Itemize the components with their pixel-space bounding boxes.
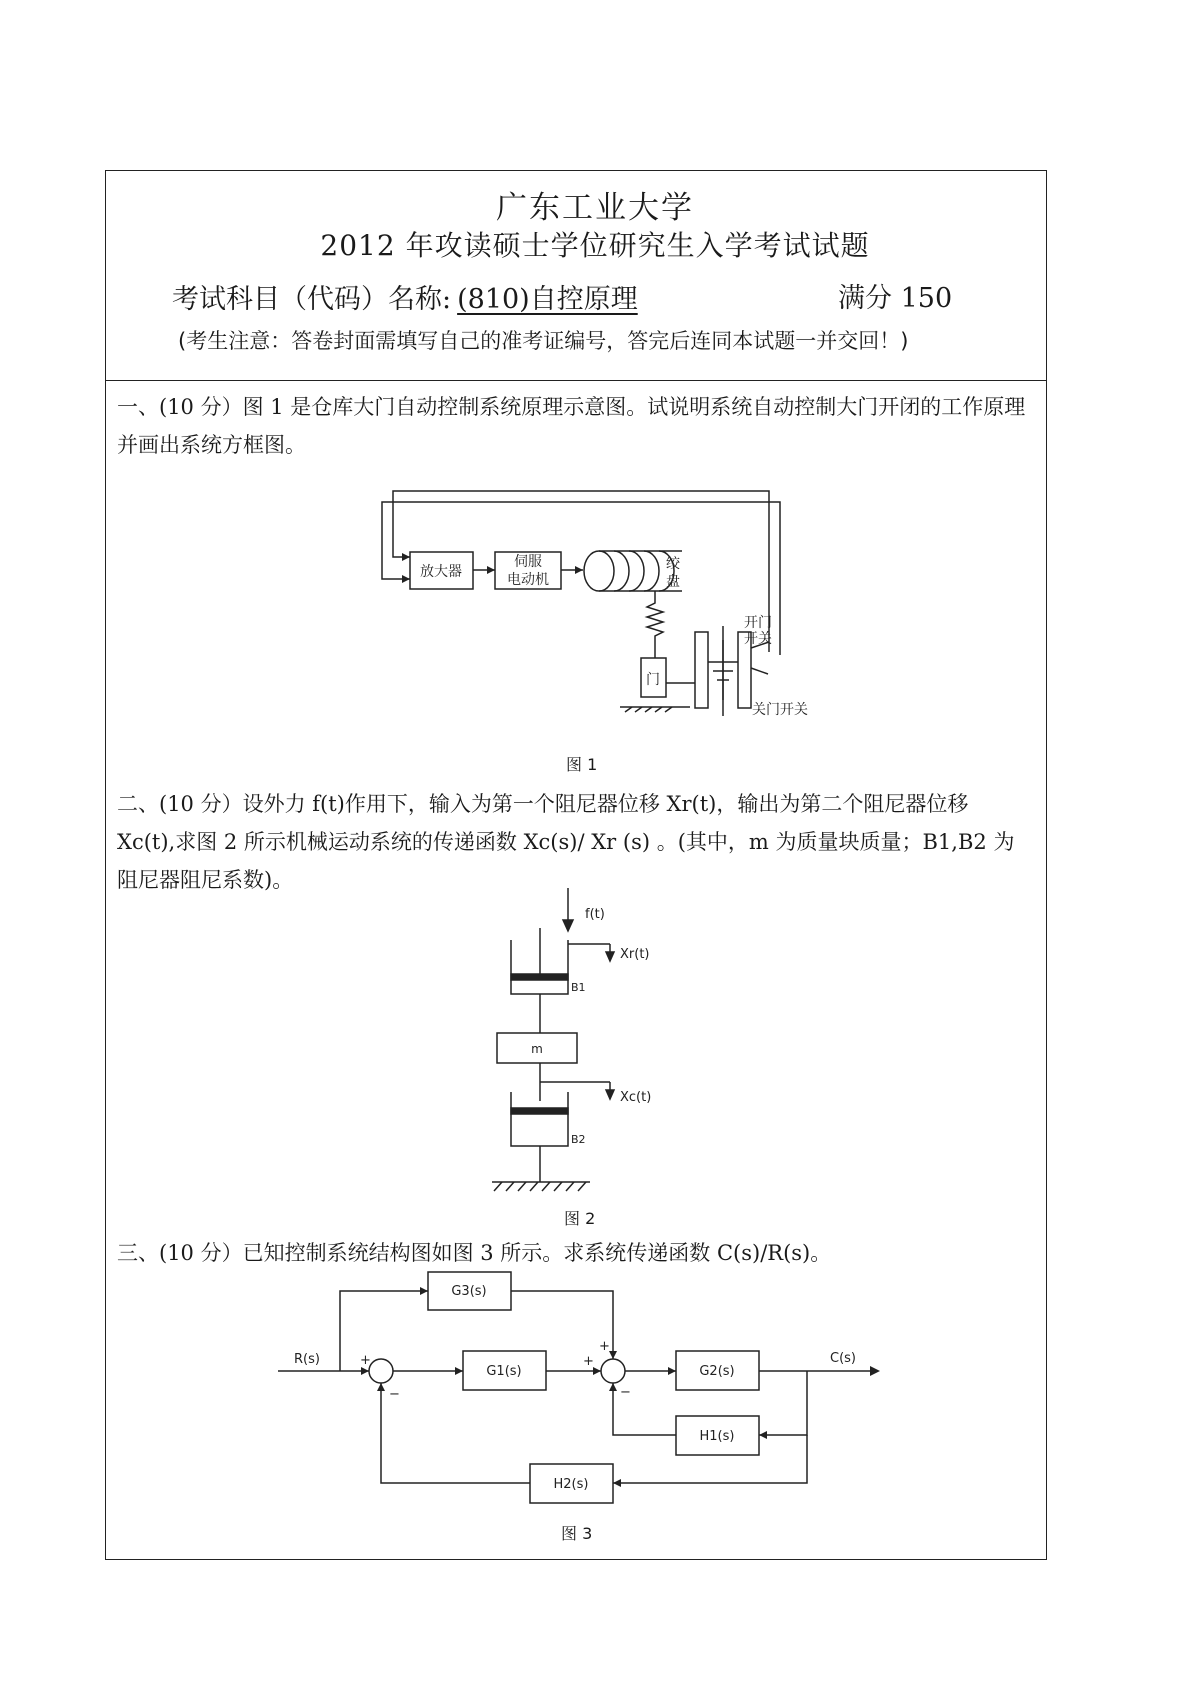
question-2: 二、(10 分）设外力 f(t)作用下，输入为第一个阻尼器位移 Xr(t)，输出为第二个阻尼器位移 Xc(t),求图 2 所示机械运动系统的传递函数 Xc(s)/ Xr (s) 。(其中，m 为质量块质量；B1,B2 为阻尼器阻尼系数)。 — [117, 792, 1015, 892]
force-label: f(t) — [585, 907, 605, 922]
servo-label-1: 伺服 — [514, 554, 542, 570]
figure-1-caption: 图 1 — [566, 755, 598, 774]
candidate-notice: (考生注意：答卷封面需填写自己的准考证编号，答完后连同本试题一并交回！) — [178, 329, 909, 353]
figure-2-caption: 图 2 — [564, 1209, 596, 1228]
sum2-plus-left: + — [583, 1354, 594, 1369]
open-switch-label-2: 开关 — [744, 631, 772, 647]
drum-label-1: 绞 — [666, 556, 680, 572]
summing-junction-2 — [601, 1359, 625, 1383]
summing-junction-1 — [369, 1359, 393, 1383]
mass-label: m — [531, 1042, 543, 1056]
g3-label: G3(s) — [451, 1284, 487, 1299]
question-3: 三、(10 分）已知控制系统结构图如图 3 所示。求系统传递函数 C(s)/R(s)。 — [117, 1241, 832, 1265]
door-label: 门 — [646, 672, 660, 688]
g2-label: G2(s) — [699, 1364, 735, 1379]
figure-3-caption: 图 3 — [561, 1524, 593, 1543]
b2-label: B2 — [571, 1133, 586, 1146]
sum1-plus: + — [360, 1353, 371, 1368]
close-switch-label: 关门开关 — [752, 702, 808, 718]
b1-label: B1 — [571, 981, 586, 994]
exam-title: 2012 年攻读硕士学位研究生入学考试试题 — [320, 229, 870, 262]
university-title: 广东工业大学 — [496, 190, 694, 226]
figure-1-diagram — [382, 491, 780, 716]
sum2-minus: − — [620, 1385, 631, 1400]
h1-label: H1(s) — [699, 1429, 735, 1444]
open-switch-label-1: 开门 — [744, 615, 772, 631]
spring — [647, 591, 663, 658]
damper-b1 — [511, 928, 568, 1033]
amplifier-label: 放大器 — [420, 564, 462, 580]
damper-b2 — [511, 1092, 568, 1182]
figure-3-diagram — [278, 1272, 872, 1503]
c-label: C(s) — [830, 1351, 856, 1366]
xr-label: Xr(t) — [620, 947, 650, 962]
sum2-plus-top: + — [599, 1339, 610, 1354]
subject-value: (810)自控原理 — [457, 284, 638, 315]
g1-label: G1(s) — [486, 1364, 522, 1379]
drum-label-2: 盘 — [666, 574, 680, 590]
subject-label: 考试科目（代码）名称: — [172, 284, 452, 315]
sum1-minus: − — [389, 1387, 400, 1402]
figure-2-diagram — [492, 888, 614, 1191]
xc-label: Xc(t) — [620, 1090, 652, 1105]
servo-label-2: 电动机 — [507, 572, 549, 588]
question-1: 一、(10 分）图 1 是仓库大门自动控制系统原理示意图。试说明系统自动控制大门开闭的工作原理并画出系统方框图。 — [117, 395, 1026, 457]
h2-label: H2(s) — [553, 1477, 589, 1492]
full-score: 满分 150 — [838, 283, 953, 314]
r-label: R(s) — [294, 1352, 320, 1367]
